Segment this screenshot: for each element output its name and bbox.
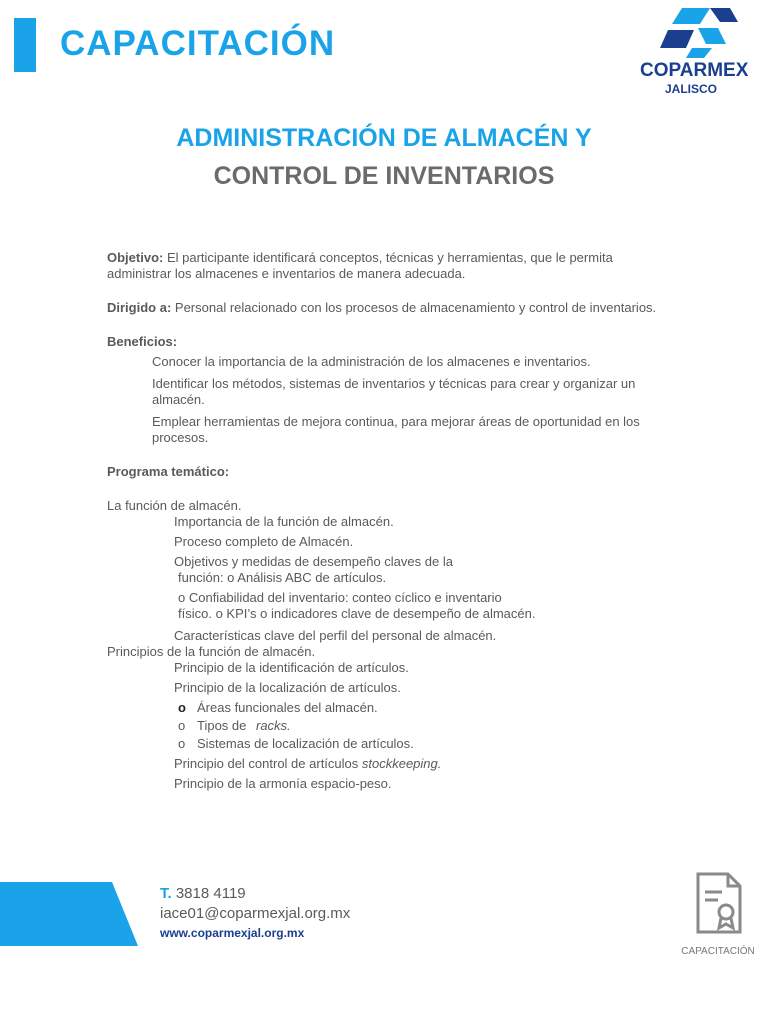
list-item: Características clave del perfil del personal de almacén. bbox=[174, 628, 497, 643]
program-section-1-list-cont bbox=[107, 628, 667, 644]
list-item: Conocer la importancia de la administración de los almacenes e inventarios. bbox=[152, 354, 591, 369]
objective-label: Objetivo: bbox=[107, 250, 164, 265]
benefits-list bbox=[107, 354, 667, 446]
sub-list-item: o Áreas funcionales del almacén. bbox=[178, 700, 378, 715]
certificate-icon bbox=[694, 872, 744, 934]
phone-label: T. bbox=[160, 885, 172, 902]
list-item: Identificar los métodos, sistemas de inventarios y técnicas para crear y organizar un almacén. bbox=[152, 376, 636, 407]
header-accent-bar bbox=[14, 18, 36, 72]
footer-email[interactable]: iace01@coparmexjal.org.mx bbox=[160, 905, 351, 922]
course-content bbox=[107, 250, 667, 796]
objective-paragraph bbox=[107, 250, 667, 282]
logo-subtitle: JALISCO bbox=[664, 82, 717, 96]
page-header-title: CAPACITACIÓN bbox=[60, 24, 336, 63]
program-section-2-title: Principios de la función de almacén. bbox=[107, 644, 316, 659]
program-label: Programa temático: bbox=[107, 464, 230, 479]
program-section-1-title: La función de almacén. bbox=[107, 498, 242, 513]
audience-text: Personal relacionado con los procesos de almacenamiento y control de inventarios. bbox=[171, 300, 657, 315]
footer-badge-label: CAPACITACIÓN bbox=[681, 946, 755, 957]
benefits-section bbox=[107, 334, 667, 446]
footer-phone bbox=[160, 885, 246, 902]
sub-list-item: o Confiabilidad del inventario: conteo cíclico e inventario físico. o KPI’s o indicadores clave de desempeño de almacén. bbox=[178, 590, 536, 621]
benefits-label: Beneficios: bbox=[107, 334, 178, 349]
list-item: Principio de la localización de artículos. bbox=[174, 680, 401, 695]
footer-website-link[interactable]: www.coparmexjal.org.mx bbox=[160, 926, 305, 940]
program-section-2-list bbox=[107, 660, 667, 696]
course-title-line1: ADMINISTRACIÓN DE ALMACÉN Y bbox=[176, 124, 592, 152]
logo-name: COPARMEX bbox=[640, 60, 749, 81]
list-item: Emplear herramientas de mejora continua, para mejorar áreas de oportunidad en los procesos. bbox=[152, 414, 640, 445]
phone-number: 3818 4119 bbox=[171, 885, 246, 902]
list-item: Principio del control de artículos stockkeeping. bbox=[174, 756, 442, 771]
audience-paragraph bbox=[107, 300, 667, 316]
list-item: Importancia de la función de almacén. bbox=[174, 514, 394, 529]
list-item: Principio de la armonía espacio-peso. bbox=[174, 776, 392, 791]
program-section-2-list-cont bbox=[107, 756, 667, 792]
list-item: Objetivos y medidas de desempeño claves de la función: o Análisis ABC de artículos. bbox=[174, 554, 453, 585]
list-item: Proceso completo de Almacén. bbox=[174, 534, 354, 549]
list-item: Principio de la identificación de artículos. bbox=[174, 660, 409, 675]
program-section-2-sublist bbox=[107, 700, 667, 752]
program-section-1-list bbox=[107, 514, 667, 586]
audience-label: Dirigido a: bbox=[107, 300, 172, 315]
objective-text: El participante identificará conceptos, técnicas y herramientas, que le permita administrar los almacenes e inventarios de manera adecuada. bbox=[107, 250, 613, 281]
footer-accent-shape bbox=[0, 882, 138, 946]
sub-list-item: o Sistemas de localización de artículos. bbox=[178, 736, 414, 751]
course-title-line2: CONTROL DE INVENTARIOS bbox=[213, 162, 555, 190]
sub-list-item: o Tipos de racks. bbox=[178, 718, 291, 733]
